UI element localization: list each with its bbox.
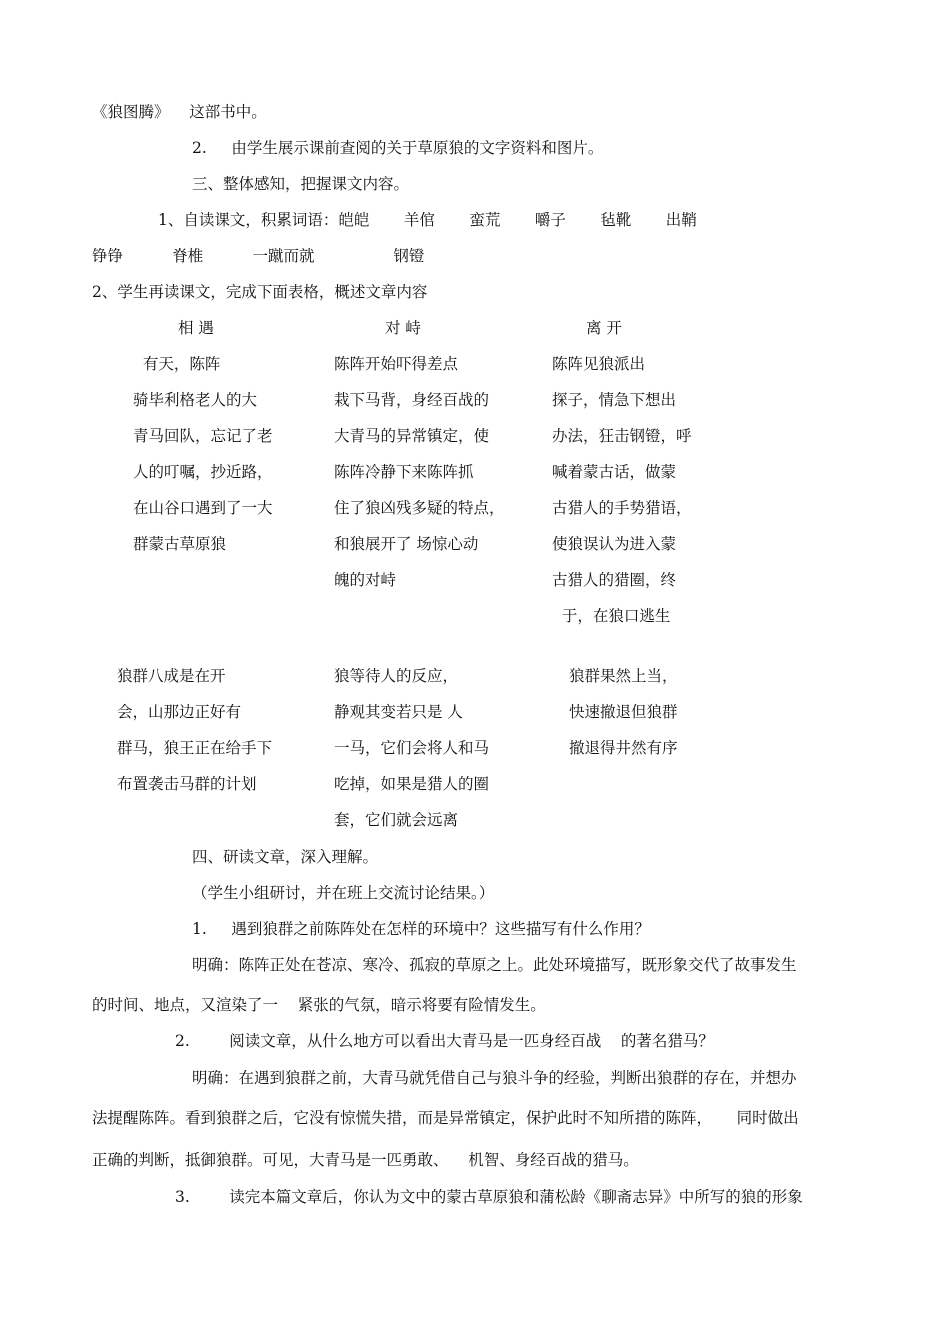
cell-line: 陈阵见狼派出 [552,355,646,373]
table-header-departure: 离 开 [586,319,622,337]
answer-1-line-2: 的时间、地点，又渲染了一 紧张的气氛，暗示将要有险情发生。 [92,996,546,1014]
intro-item-2: 2. 由学生展示课前查阅的关于草原狼的文字资料和图片。 [192,139,604,157]
cell-line: 喊着蒙古话，做蒙 [552,463,677,481]
answer-2-line-1: 明确：在遇到狼群之前，大青马就凭借自己与狼斗争的经验，判断出狼群的存在，并想办 [192,1069,797,1087]
row2-departure-cell [569,666,678,774]
cell-line: 撤退得井然有序 [569,739,678,757]
cell-line: 古猎人的手势猎语， [552,499,692,517]
cell-line: 青马回队，忘记了老 [133,427,273,445]
cell-line: 布置袭击马群的计划 [117,775,257,793]
book-title-line: 《狼图腾》 这部书中。 [92,103,267,121]
cell-line: 吃掉，如果是猎人的圈 [334,775,490,793]
cell-line: 群蒙古草原狼 [133,535,227,553]
cell-line: 陈阵开始吓得差点 [334,355,459,373]
answer-2-line-3: 正确的判断，抵御狼群。可见，大青马是一匹勇敢、 机智、身经百战的猎马。 [92,1151,639,1169]
cell-line: 大青马的异常镇定，使 [334,427,490,445]
question-2: 2. 阅读文章，从什么地方可以看出大青马是一匹身经百战 的著名猎马？ [175,1032,714,1050]
cell-line: 住了狼凶残多疑的特点， [334,499,505,517]
row2-encounter-cell [117,666,272,810]
task-2-instruction: 2、学生再读课文，完成下面表格，概述文章内容 [92,283,428,301]
cell-line: 古猎人的猎圈，终 [552,571,677,589]
vocabulary-line-2: 铮铮 脊椎 一蹴而就 钢镫 [92,247,425,265]
cell-line: 有天，陈阵 [133,355,221,373]
cell-line: 静观其变若只是 人 [334,703,463,721]
cell-line: 栽下马背，身经百战的 [334,391,490,409]
answer-2-line-2: 法提醒陈阵。看到狼群之后，它没有惊慌失措，而是异常镇定，保护此时不知所措的陈阵， 同时做出 [92,1109,799,1127]
cell-line: 办法，狂击钢镫，呼 [552,427,692,445]
cell-line: 会，山那边正好有 [117,703,242,721]
cell-line: 使狼误认为进入蒙 [552,535,677,553]
cell-line: 群马，狼王正在给手下 [117,739,273,757]
cell-line: 狼群果然上当， [569,667,678,685]
table-header-standoff: 对 峙 [385,319,421,337]
cell-line: 探子，情急下想出 [552,391,677,409]
vocabulary-line-1: 1、自读课文，积累词语：皑皑 羊倌 蛮荒 嚼子 毡靴 出鞘 [158,211,697,229]
cell-line: 骑毕利格老人的大 [133,391,258,409]
section-4-note: （学生小组研讨，并在班上交流讨论结果。） [192,884,495,902]
section-4-heading: 四、研读文章，深入理解。 [192,848,379,866]
cell-line: 一马，它们会将人和马 [334,739,490,757]
answer-1-line-1: 明确：陈阵正处在苍凉、寒冷、孤寂的草原之上。此处环境描写，既形象交代了故事发生 [192,956,797,974]
cell-line: 狼群八成是在开 [117,667,226,685]
cell-line: 魄的对峙 [334,571,397,589]
cell-line: 陈阵冷静下来陈阵抓 [334,463,474,481]
question-3: 3. 读完本篇文章后，你认为文中的蒙古草原狼和蒲松龄《聊斋志异》中所写的狼的形象 [175,1188,803,1206]
row1-departure-cell [552,354,692,642]
section-3-heading: 三、整体感知，把握课文内容。 [192,175,410,193]
cell-line: 在山谷口遇到了一大 [133,499,273,517]
cell-line: 快速撤退但狼群 [569,703,678,721]
cell-line: 狼等待人的反应， [334,667,459,685]
row2-standoff-cell [334,666,489,846]
cell-line: 人的叮嘱，抄近路， [133,463,273,481]
question-1: 1. 遇到狼群之前陈阵处在怎样的环境中？这些描写有什么作用？ [192,920,650,938]
row1-standoff-cell [334,354,505,606]
cell-line: 于，在狼口逃生 [552,607,671,625]
cell-line: 和狼展开了 场惊心动 [334,535,479,553]
table-header-encounter: 相 遇 [178,319,214,337]
cell-line: 套，它们就会远离 [334,811,459,829]
row1-encounter-cell [133,354,273,570]
